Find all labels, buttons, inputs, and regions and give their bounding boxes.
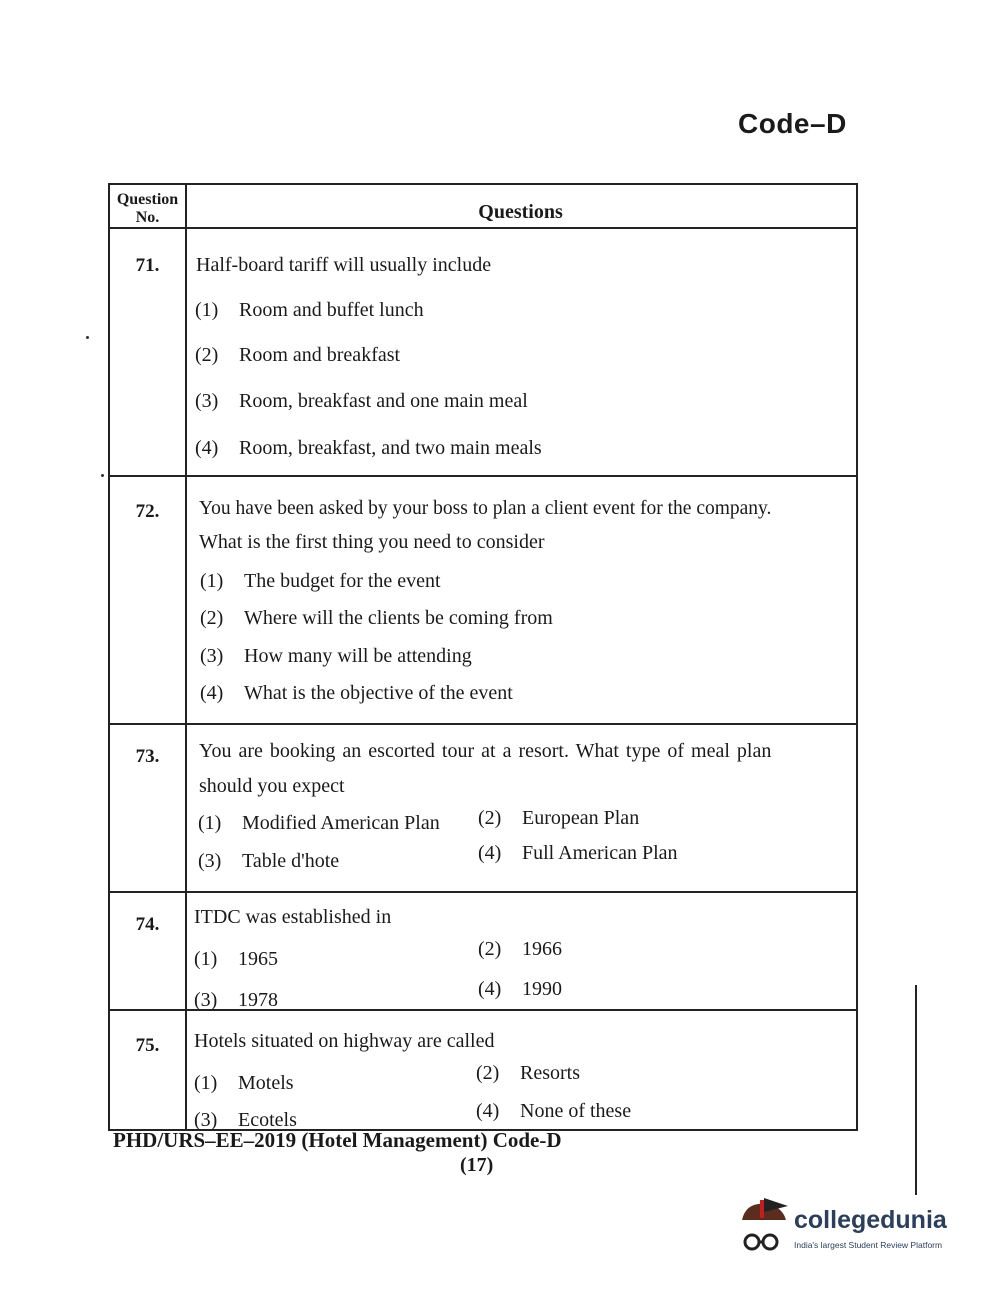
option: (4) None of these <box>476 1100 632 1122</box>
option: (3) How many will be attending <box>200 645 472 667</box>
footer-title: PHD/URS–EE–2019 (Hotel Management) Code-D <box>113 1128 562 1152</box>
option: (4) What is the objective of the event <box>200 682 513 704</box>
row-divider <box>110 891 856 893</box>
question-number: 75. <box>135 1035 160 1056</box>
option: (3) 1978 <box>194 989 278 1011</box>
option: (2) Room and breakfast <box>195 344 401 366</box>
option: (2) European Plan <box>478 807 640 829</box>
option: (3) Room, breakfast and one main meal <box>195 390 528 412</box>
question-text: You are booking an escorted tour at a resort. What type of meal plan <box>199 740 772 762</box>
page-number: (17) <box>460 1154 494 1176</box>
option: (4) 1990 <box>478 978 562 1000</box>
option: (2) 1966 <box>478 938 562 960</box>
option: (1) Room and buffet lunch <box>195 299 424 321</box>
option: (1) 1965 <box>194 948 278 970</box>
question-text: should you expect <box>199 775 345 797</box>
row-divider <box>110 227 856 229</box>
option: (1) The budget for the event <box>200 570 441 592</box>
question-text: Hotels situated on highway are called <box>194 1030 495 1052</box>
row-divider <box>110 475 856 477</box>
question-text: ITDC was established in <box>194 906 392 928</box>
row-divider <box>110 723 856 725</box>
question-text: Half-board tariff will usually include <box>196 254 492 276</box>
option: (3) Ecotels <box>194 1109 297 1131</box>
option: (2) Resorts <box>476 1062 580 1084</box>
header-questions: Questions <box>478 201 563 223</box>
collegedunia-logo <box>736 1198 966 1258</box>
column-divider <box>185 185 187 1129</box>
brand-tagline: India's largest Student Review Platform <box>794 1240 943 1250</box>
question-number: 72. <box>135 501 160 522</box>
scan-speck <box>101 474 104 477</box>
question-text: What is the first thing you need to consider <box>199 531 545 553</box>
question-number: 73. <box>135 746 160 767</box>
option: (1) Modified American Plan <box>198 812 440 834</box>
option: (2) Where will the clients be coming from <box>200 607 553 629</box>
option: (3) Table d'hote <box>198 850 340 872</box>
brand-name: collegedunia <box>794 1206 947 1234</box>
option: (1) Motels <box>194 1072 294 1094</box>
scan-edge-line <box>915 985 917 1195</box>
header-question-no: Question No. <box>116 191 179 226</box>
option: (4) Full American Plan <box>478 842 678 864</box>
paper-code: Code–D <box>738 108 847 139</box>
question-text: You have been asked by your boss to plan a client event for the company. <box>199 498 772 519</box>
row-divider <box>110 1009 856 1011</box>
questions-table <box>108 183 858 1131</box>
mascot-icon <box>736 1198 792 1258</box>
option: (4) Room, breakfast, and two main meals <box>195 437 542 459</box>
scan-speck <box>86 336 89 339</box>
question-number: 71. <box>135 255 160 276</box>
question-number: 74. <box>135 914 160 935</box>
